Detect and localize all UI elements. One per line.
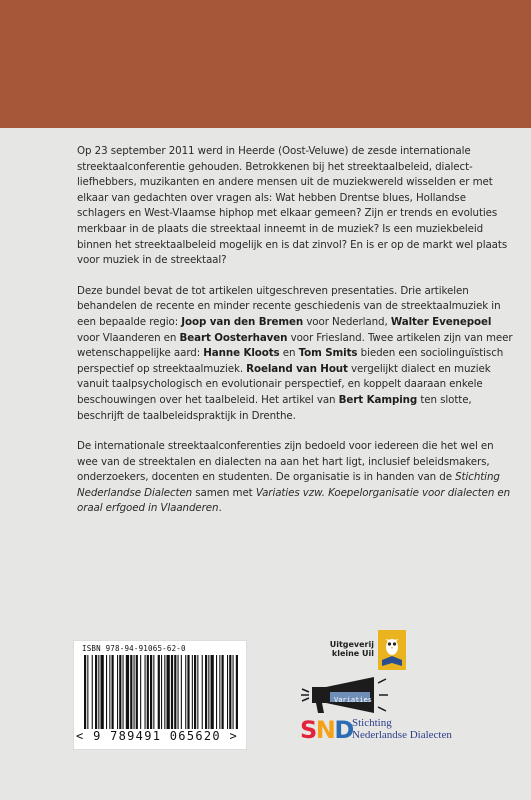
isbn-label: ISBN 978-94-91065-62-0: [82, 644, 186, 653]
barcode-bar: [153, 655, 154, 729]
barcode-bar: [136, 655, 138, 729]
paragraph-contents: [77, 284, 513, 424]
cover-color-band: [0, 0, 531, 128]
author-name: Hanne Kloots: [203, 347, 280, 360]
barcode-bar: [219, 655, 220, 729]
barcode-bar: [145, 655, 146, 729]
barcode-bar: [211, 655, 214, 729]
barcode-close-bracket: >: [229, 729, 238, 743]
barcode-bar: [126, 655, 129, 729]
barcode-digits: < 9 789491 065620 >: [76, 729, 238, 743]
barcode-bar: [92, 655, 93, 729]
text-run: vergelijkt dialect en muziek vanuit taalpsychologisch en evolutionair perspectief, en koppelt daaraan enkele beschouwingen over het taalbeleid. Het artikel van: [77, 362, 491, 406]
barcode-bar: [123, 655, 124, 729]
paragraph-organisation: [77, 439, 513, 517]
barcode-bar: [227, 655, 228, 729]
text-run: bieden een sociolinguïstisch perspectief op streektaalmuziek.: [77, 347, 504, 375]
barcode-bar: [117, 655, 118, 729]
barcode-bar: [208, 655, 209, 729]
text-run: .: [218, 502, 222, 515]
barcode-bar: [158, 655, 160, 729]
barcode-bar: [101, 655, 104, 729]
author-name: Joop van den Bremen: [181, 315, 304, 328]
barcode-bar: [178, 655, 179, 729]
text-run: voor Nederland,: [303, 315, 391, 328]
barcode-bar: [205, 655, 207, 729]
snd-name: Stichting Nederlandse Dialecten: [352, 717, 452, 741]
text-run: ten slotte, beschrijft de taalbeleidspraktijk in Drenthe.: [77, 393, 472, 422]
barcode-bar: [194, 655, 196, 729]
author-name: Bert Kamping: [338, 393, 418, 406]
barcode-bars: [82, 655, 238, 729]
barcode-bar: [95, 655, 97, 729]
variaties-logo: Variaties: [300, 675, 390, 719]
megaphone-icon: [300, 675, 390, 715]
text-run: samen met: [192, 486, 256, 499]
barcode-bar: [171, 655, 173, 729]
barcode-bar: [106, 655, 107, 729]
snd-mark: SND: [300, 716, 353, 744]
barcode-bar: [87, 655, 88, 729]
barcode-bar: [164, 655, 165, 729]
barcode-bar: [202, 655, 203, 729]
text-run: voor Friesland. Twee artikelen zijn van meer wetenschappelijke aard:: [77, 331, 513, 360]
barcode-bar: [147, 655, 149, 729]
text-run: Deze bundel bevat de tot artikelen uitgeschreven presentaties. Drie artikelen behandelen de recente en minder recente geschiedenis van de streektaalmuziek in een bepaalde regio:: [77, 284, 501, 328]
barcode-bar: [130, 655, 132, 729]
text-run: Stichting Nederlandse Dialecten: [77, 471, 500, 499]
barcode-bar: [98, 655, 99, 729]
barcode-bar: [84, 655, 86, 729]
text-run: voor Vlaanderen en: [77, 331, 180, 344]
barcode-bar: [187, 655, 189, 729]
barcode-bar: [233, 655, 234, 729]
barcode-bar: [161, 655, 162, 729]
barcode-open-bracket: <: [76, 729, 94, 743]
text-run: en: [279, 347, 299, 360]
barcode-bar: [119, 655, 121, 729]
text-run: De internationale streektaalconferenties zijn bedoeld voor iedereen die het wel en wee van de streektalen en dialecten na aan het hart ligt, inclusief beleidsmakers, onderzoekers, docenten en studenten. De organisatie is in handen van de: [77, 440, 494, 484]
barcode-bar: [174, 655, 176, 729]
owl-icon: [378, 630, 406, 670]
author-name: Beart Oosterhaven: [179, 331, 288, 344]
text-run: Variaties vzw. Koepelorganisatie voor dialecten en oraal erfgoed in Vlaanderen: [77, 486, 511, 515]
text-run: Op 23 september 2011 werd in Heerde (Oost-Veluwe) de zesde internationale streektaalconferentie gehouden. Betrokkenen bij het streektaalbeleid, dialect-liefhebbers, muzikanten en andere mensen uit de muziekwereld wisselden er met elkaar van gedachten over vragen als: Wat hebben Drentse blues, Hollandse schlagers en West-Vlaamse hiphop met elkaar gemeen? Zijn er trends en evoluties merkbaar in de plaats die streektaal inneemt in de muziek? Is een muziekbeleid binnen het streektaalbeleid mogelijk en is dat zinvol? En is er op de markt wel plaats voor muziek in de streektaal?: [77, 145, 508, 267]
barcode-bar: [236, 655, 238, 729]
barcode-bar: [185, 655, 186, 729]
publisher-name: Uitgeverij kleine Uil: [329, 640, 374, 658]
barcode-bar: [197, 655, 198, 729]
author-name: Tom Smits: [298, 347, 358, 360]
barcode-bar: [109, 655, 110, 729]
barcode-bar: [216, 655, 217, 729]
paragraph-intro: [77, 144, 513, 269]
barcode-bar: [181, 655, 182, 729]
publisher-logo: [318, 630, 408, 670]
barcode-bar: [134, 655, 135, 729]
barcode-bar: [167, 655, 170, 729]
author-name: Roeland van Hout: [246, 362, 348, 375]
back-cover-text: [77, 144, 513, 532]
barcode-bar: [222, 655, 224, 729]
barcode-bar: [229, 655, 231, 729]
barcode-bar: [140, 655, 141, 729]
barcode-bar: [112, 655, 114, 729]
barcode-bar: [192, 655, 193, 729]
barcode-bar: [150, 655, 152, 729]
author-name: Walter Evenepoel: [390, 315, 492, 328]
barcode: [73, 640, 247, 750]
